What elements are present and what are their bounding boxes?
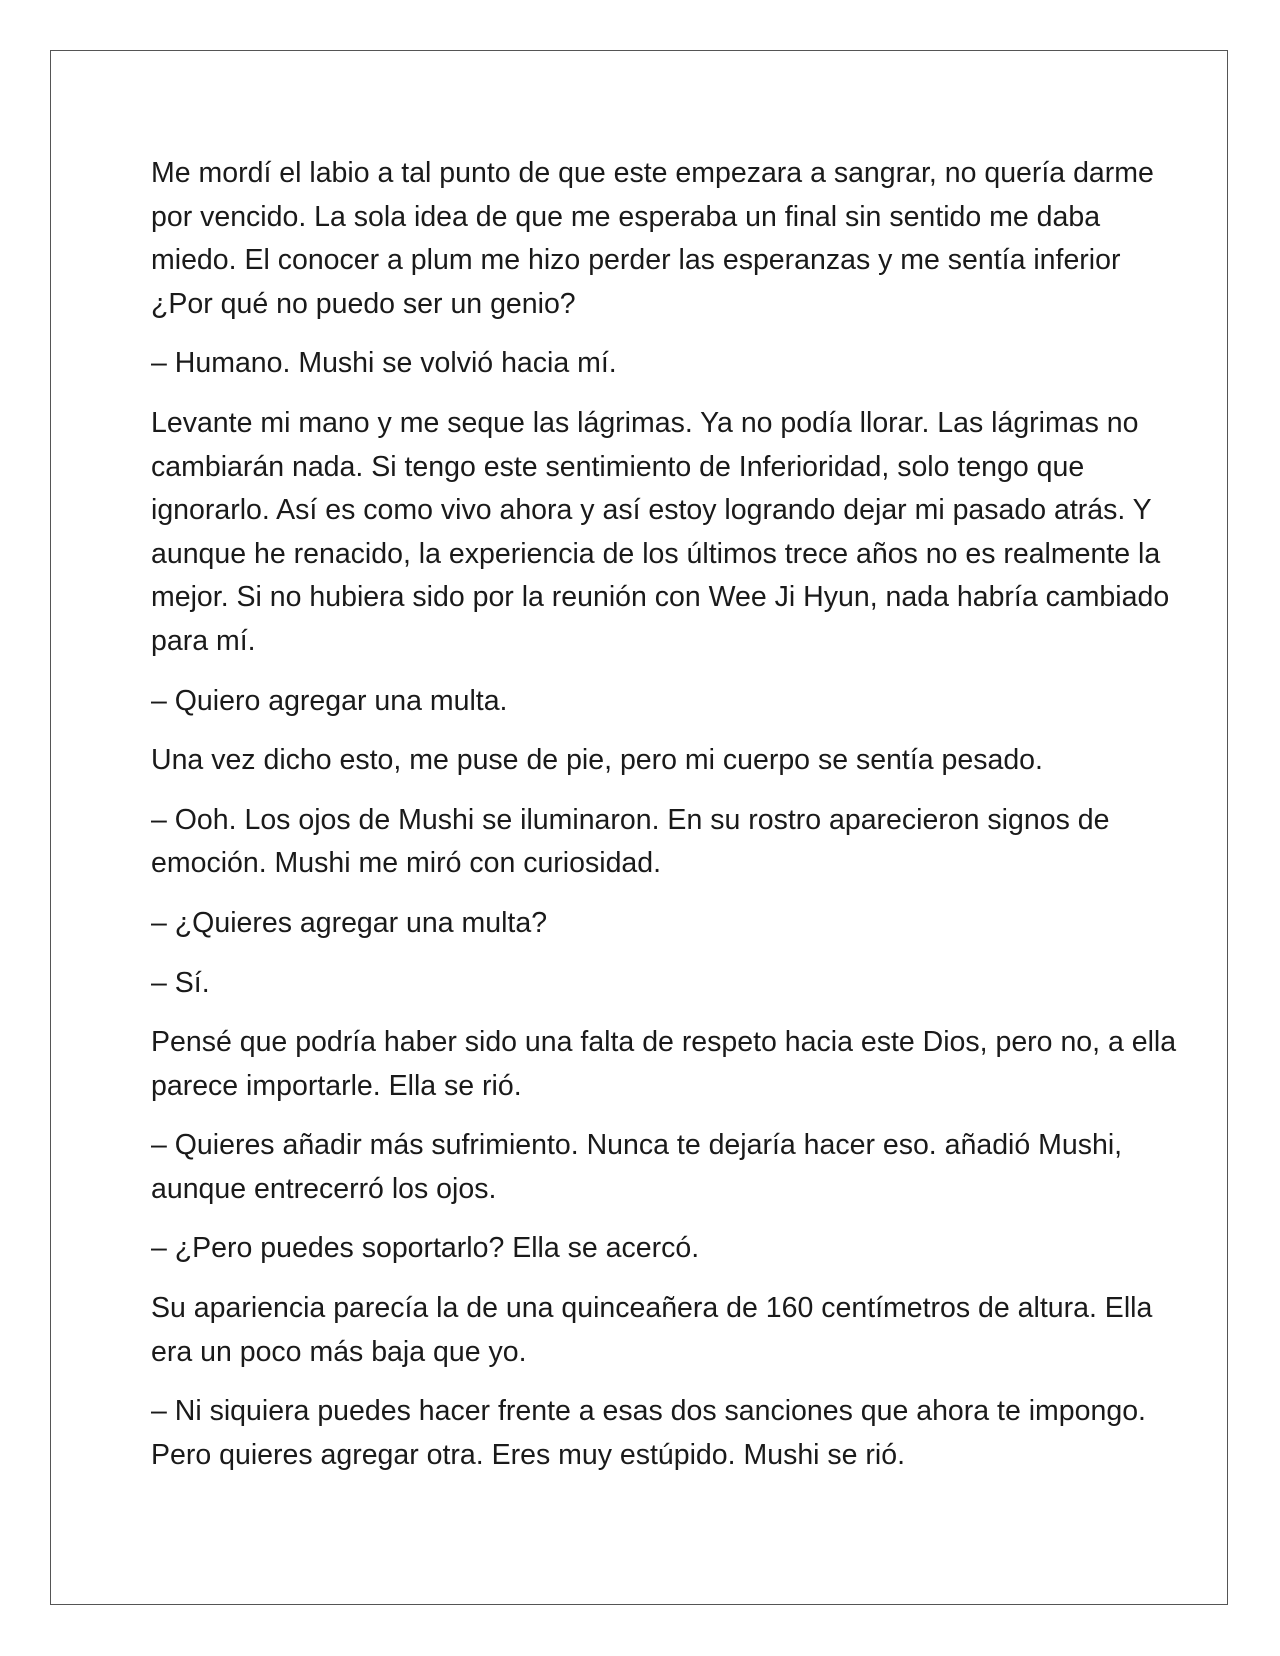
page-frame [50, 50, 1228, 1605]
paragraph: – ¿Quieres agregar una multa? [151, 906, 548, 939]
paragraph: – Quieres añadir más sufrimiento. Nunca te dejaría hacer eso. añadió Mushi, aunque entrecerró los ojos. [151, 1129, 1123, 1205]
paragraph: Pensé que podría haber sido una falta de respeto hacia este Dios, pero no, a ella parece importarle. Ella se rió. [151, 1026, 1177, 1102]
document-body [151, 152, 1181, 1493]
paragraph: – Sí. [151, 966, 210, 999]
paragraph: – Quiero agregar una multa. [151, 684, 508, 717]
paragraph: Me mordí el labio a tal punto de que este empezara a sangrar, no quería darme por vencido. La sola idea de que me esperaba un final sin sentido me daba miedo. El conocer a plum me hizo perder las esperanzas y me sentía inferior ¿Por qué no puedo ser un genio? [151, 157, 1154, 320]
paragraph: – ¿Pero puedes soportarlo? Ella se acercó. [151, 1232, 700, 1265]
paragraph: Una vez dicho esto, me puse de pie, pero mi cuerpo se sentía pesado. [151, 744, 1043, 777]
paragraph: Su apariencia parecía la de una quinceañera de 160 centímetros de altura. Ella era un poco más baja que yo. [151, 1292, 1153, 1368]
paragraph: – Ni siquiera puedes hacer frente a esas dos sanciones que ahora te impongo. Pero quieres agregar otra. Eres muy estúpido. Mushi se rió. [151, 1395, 1146, 1471]
paragraph: Levante mi mano y me seque las lágrimas. Ya no podía llorar. Las lágrimas no cambiarán nada. Si tengo este sentimiento de Inferioridad, solo tengo que ignorarlo. Así es como vivo ahora y así estoy logrando dejar mi pasado atrás. Y aunque he renacido, la experiencia de los últimos trece años no es realmente la mejor. Si no hubiera sido por la reunión con Wee Ji Hyun, nada habría cambiado para mí. [151, 406, 1170, 657]
paragraph: – Ooh. Los ojos de Mushi se iluminaron. En su rostro aparecieron signos de emoción. Mushi me miró con curiosidad. [151, 803, 1110, 880]
paragraph: – Humano. Mushi se volvió hacia mí. [151, 347, 617, 380]
